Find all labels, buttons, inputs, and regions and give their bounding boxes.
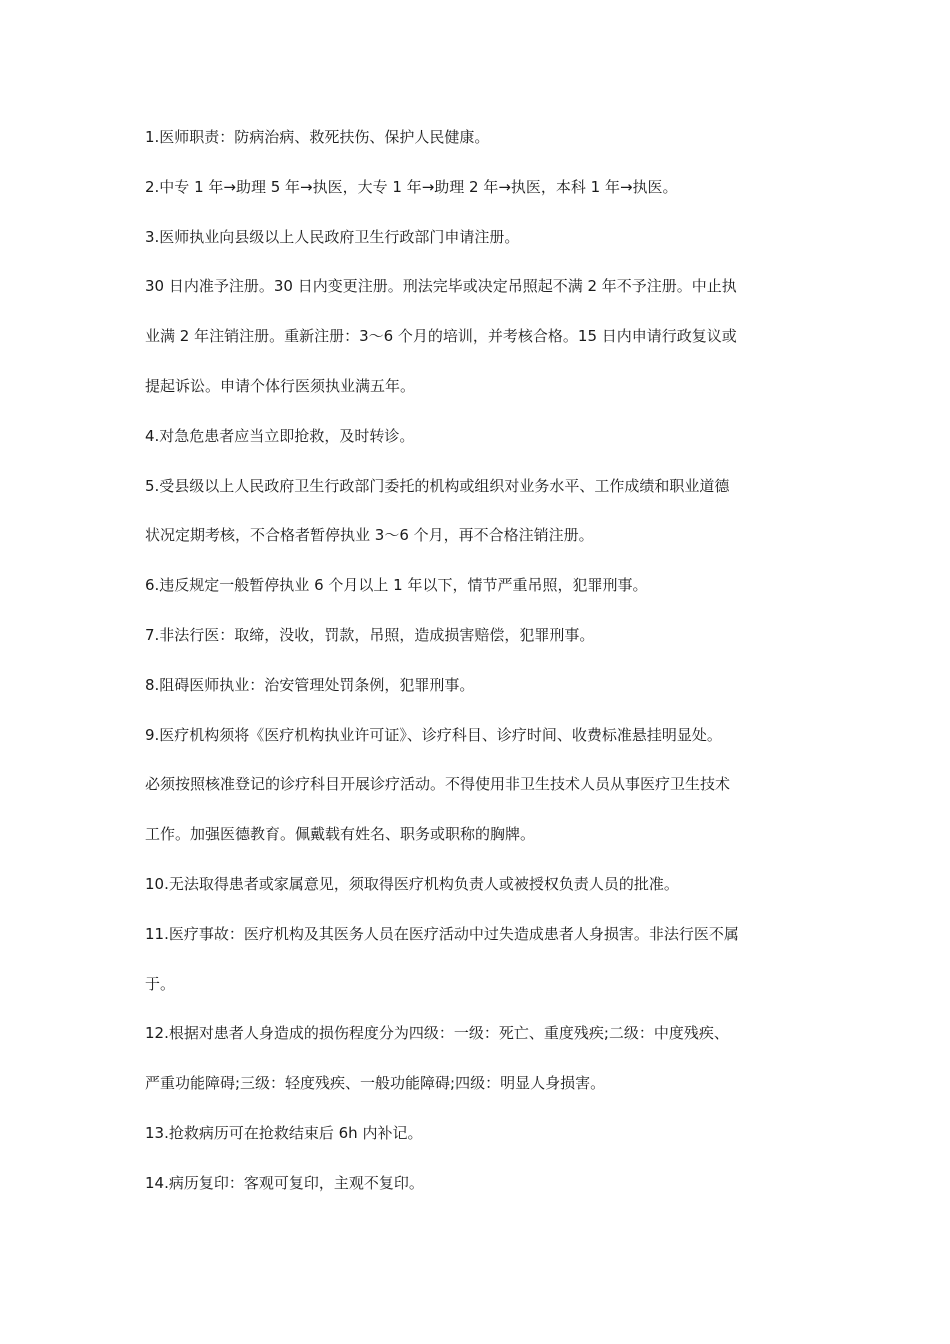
text-line: 状况定期考核，不合格者暂停执业 3～6 个月，再不合格注销注册。 <box>145 526 594 545</box>
text-line: 11.医疗事故：医疗机构及其医务人员在医疗活动中过失造成患者人身损害。非法行医不属 <box>145 924 739 943</box>
text-line: 2.中专 1 年→助理 5 年→执医，大专 1 年→助理 2 年→执医，本科 1 年→执医。 <box>145 177 678 196</box>
text-line: 5.受县级以上人民政府卫生行政部门委托的机构或组织对业务水平、工作成绩和职业道德 <box>145 476 730 495</box>
text-line: 8.阻碍医师执业：治安管理处罚条例，犯罪刑事。 <box>145 675 475 694</box>
text-line: 3.医师执业向县级以上人民政府卫生行政部门申请注册。 <box>145 227 520 246</box>
document-body <box>145 113 810 1209</box>
text-line: 6.违反规定一般暂停执业 6 个月以上 1 年以下，情节严重吊照，犯罪刑事。 <box>145 576 648 595</box>
text-line: 9.医疗机构须将《医疗机构执业许可证》、诊疗科目、诊疗时间、收费标准悬挂明显处。 <box>145 725 722 744</box>
text-line: 提起诉讼。申请个体行医须执业满五年。 <box>145 376 416 395</box>
text-line: 14.病历复印：客观可复印，主观不复印。 <box>145 1173 424 1192</box>
text-line: 30 日内准予注册。30 日内变更注册。刑法完毕或决定吊照起不满 2 年不予注册。中止执 <box>145 277 737 296</box>
text-line: 10.无法取得患者或家属意见，须取得医疗机构负责人或被授权负责人员的批准。 <box>145 874 679 893</box>
text-line: 严重功能障碍;三级：轻度残疾、一般功能障碍;四级：明显人身损害。 <box>145 1074 606 1093</box>
text-line: 于。 <box>145 974 176 993</box>
text-line: 工作。加强医德教育。佩戴载有姓名、职务或职称的胸牌。 <box>145 825 536 844</box>
text-line: 1.医师职责：防病治病、救死扶伤、保护人民健康。 <box>145 128 490 146</box>
text-line: 业满 2 年注销注册。重新注册：3～6 个月的培训，并考核合格。15 日内申请行政复议或 <box>145 327 737 346</box>
text-line: 12.根据对患者人身造成的损伤程度分为四级：一级：死亡、重度残疾;二级：中度残疾、 <box>145 1024 729 1043</box>
text-line: 13.抢救病历可在抢救结束后 6h 内补记。 <box>145 1123 423 1142</box>
text-line: 4.对急危患者应当立即抢救，及时转诊。 <box>145 426 415 445</box>
text-line: 必须按照核准登记的诊疗科目开展诊疗活动。不得使用非卫生技术人员从事医疗卫生技术 <box>145 775 731 794</box>
text-line: 7.非法行医：取缔，没收，罚款，吊照，造成损害赔偿，犯罪刑事。 <box>145 625 595 644</box>
